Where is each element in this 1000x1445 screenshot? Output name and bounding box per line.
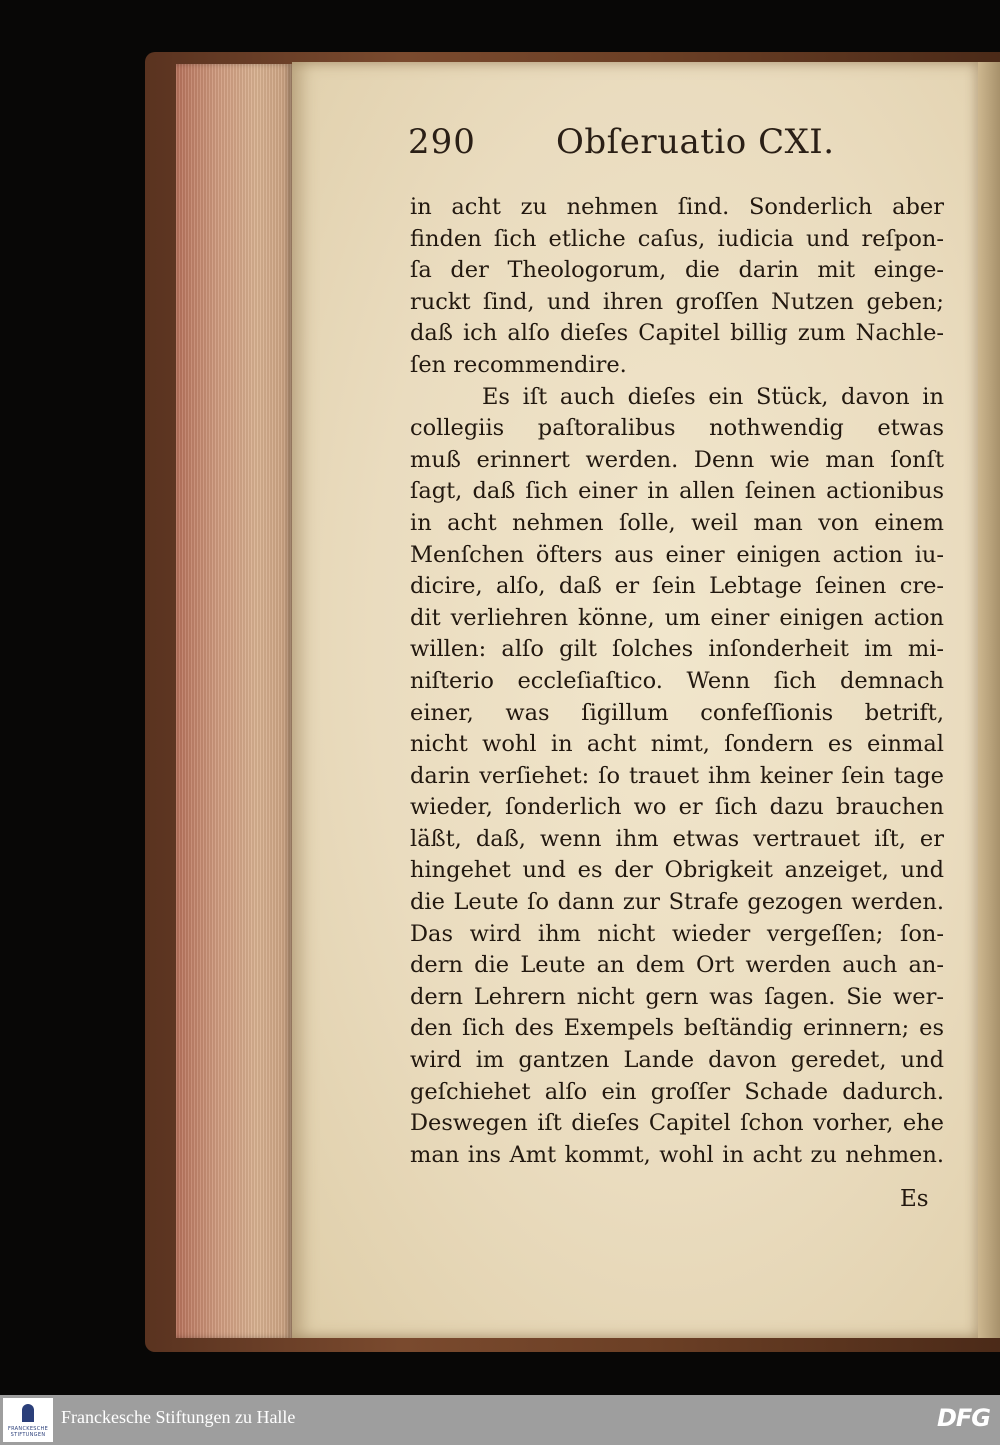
text-line: den ſich des Exempels beſtändig erinnern; es: [410, 1015, 944, 1042]
text-line: Deswegen iſt dieſes Capitel ſchon vorher, ehe: [410, 1110, 944, 1137]
body-text: [410, 192, 944, 1171]
text-line: man ins Amt kommt, wohl in acht zu nehmen.: [410, 1141, 944, 1168]
building-icon: [22, 1404, 34, 1422]
text-line: in acht zu nehmen ſind. Sonderlich aber: [410, 194, 944, 220]
text-line: ſen recommendire.: [410, 351, 627, 378]
dfg-logo[interactable]: DFG: [936, 1404, 990, 1432]
page-number: 290: [408, 122, 476, 162]
text-line: wird im gantzen Lande davon geredet, und: [410, 1047, 944, 1074]
institution-name: Franckesche Stiftungen zu Halle: [61, 1407, 296, 1427]
page-header: [408, 118, 948, 168]
text-line: collegiis paſtoralibus nothwendig etwas: [410, 415, 944, 442]
text-line: wieder, ſonderlich wo er ſich dazu brauchen: [410, 794, 944, 821]
text-line: niſterio eccleſiaſtico. Wenn ſich demnach: [410, 667, 944, 694]
text-line: ruckt ſind, und ihren groſſen Nutzen geben;: [410, 288, 944, 315]
text-line: Menſchen öfters aus einer einigen action iu-: [410, 541, 944, 568]
text-line: willen: alſo gilt ſolches inſonderheit im mi-: [410, 636, 944, 663]
text-line: einer, was ſigillum confeſſionis betrift,: [410, 699, 944, 726]
catchword: Es: [900, 1186, 929, 1212]
text-line: ſa der Theologorum, die darin mit einge-: [410, 257, 944, 284]
logo-text-line: STIFTUNGEN: [10, 1432, 46, 1438]
text-line: geſchiehet alſo ein groſſer Schade dadurch.: [410, 1078, 944, 1105]
logo-text-line: FRANCKESCHE: [7, 1426, 49, 1432]
text-line: läßt, daß, wenn ihm etwas vertrauet iſt, er: [410, 825, 944, 852]
text-line: muß erinnert werden. Denn wie man ſonſt: [410, 446, 944, 473]
viewer-footer: [0, 1395, 1000, 1445]
text-line: dit verliehren könne, um einer einigen action: [410, 604, 944, 631]
text-line: hingehet und es der Obrigkeit anzeiget, und: [410, 857, 944, 884]
text-line: Das wird ihm nicht wieder vergeſſen; ſon-: [410, 920, 944, 947]
text-line: daß ich alſo dieſes Capitel billig zum Nachle-: [410, 320, 944, 347]
institution-logo[interactable]: [3, 1398, 53, 1442]
text-line: finden ſich etliche caſus, iudicia und reſpon-: [410, 225, 944, 252]
text-line: die Leute ſo dann zur Strafe gezogen werden.: [410, 889, 944, 916]
page-edges: [176, 64, 292, 1338]
text-line: Es iſt auch dieſes ein Stück, davon in: [482, 383, 944, 410]
text-line: dern die Leute an dem Ort werden auch an-: [410, 952, 944, 979]
text-line: dern Lehrern nicht gern was ſagen. Sie wer-: [410, 983, 944, 1010]
text-line: ſagt, daß ſich einer in allen ſeinen actionibus: [410, 478, 944, 505]
text-line: in acht nehmen ſolle, weil man von einem: [410, 509, 944, 536]
facing-page-edge: [978, 62, 1000, 1338]
text-line: nicht wohl in acht nimt, ſondern es einmal: [410, 731, 944, 758]
text-line: darin verſiehet: ſo trauet ihm keiner ſein tage: [410, 762, 944, 789]
running-title: Obſeruatio CXI.: [556, 122, 835, 162]
text-line: dicire, alſo, daß er ſein Lebtage ſeinen cre-: [410, 573, 944, 600]
